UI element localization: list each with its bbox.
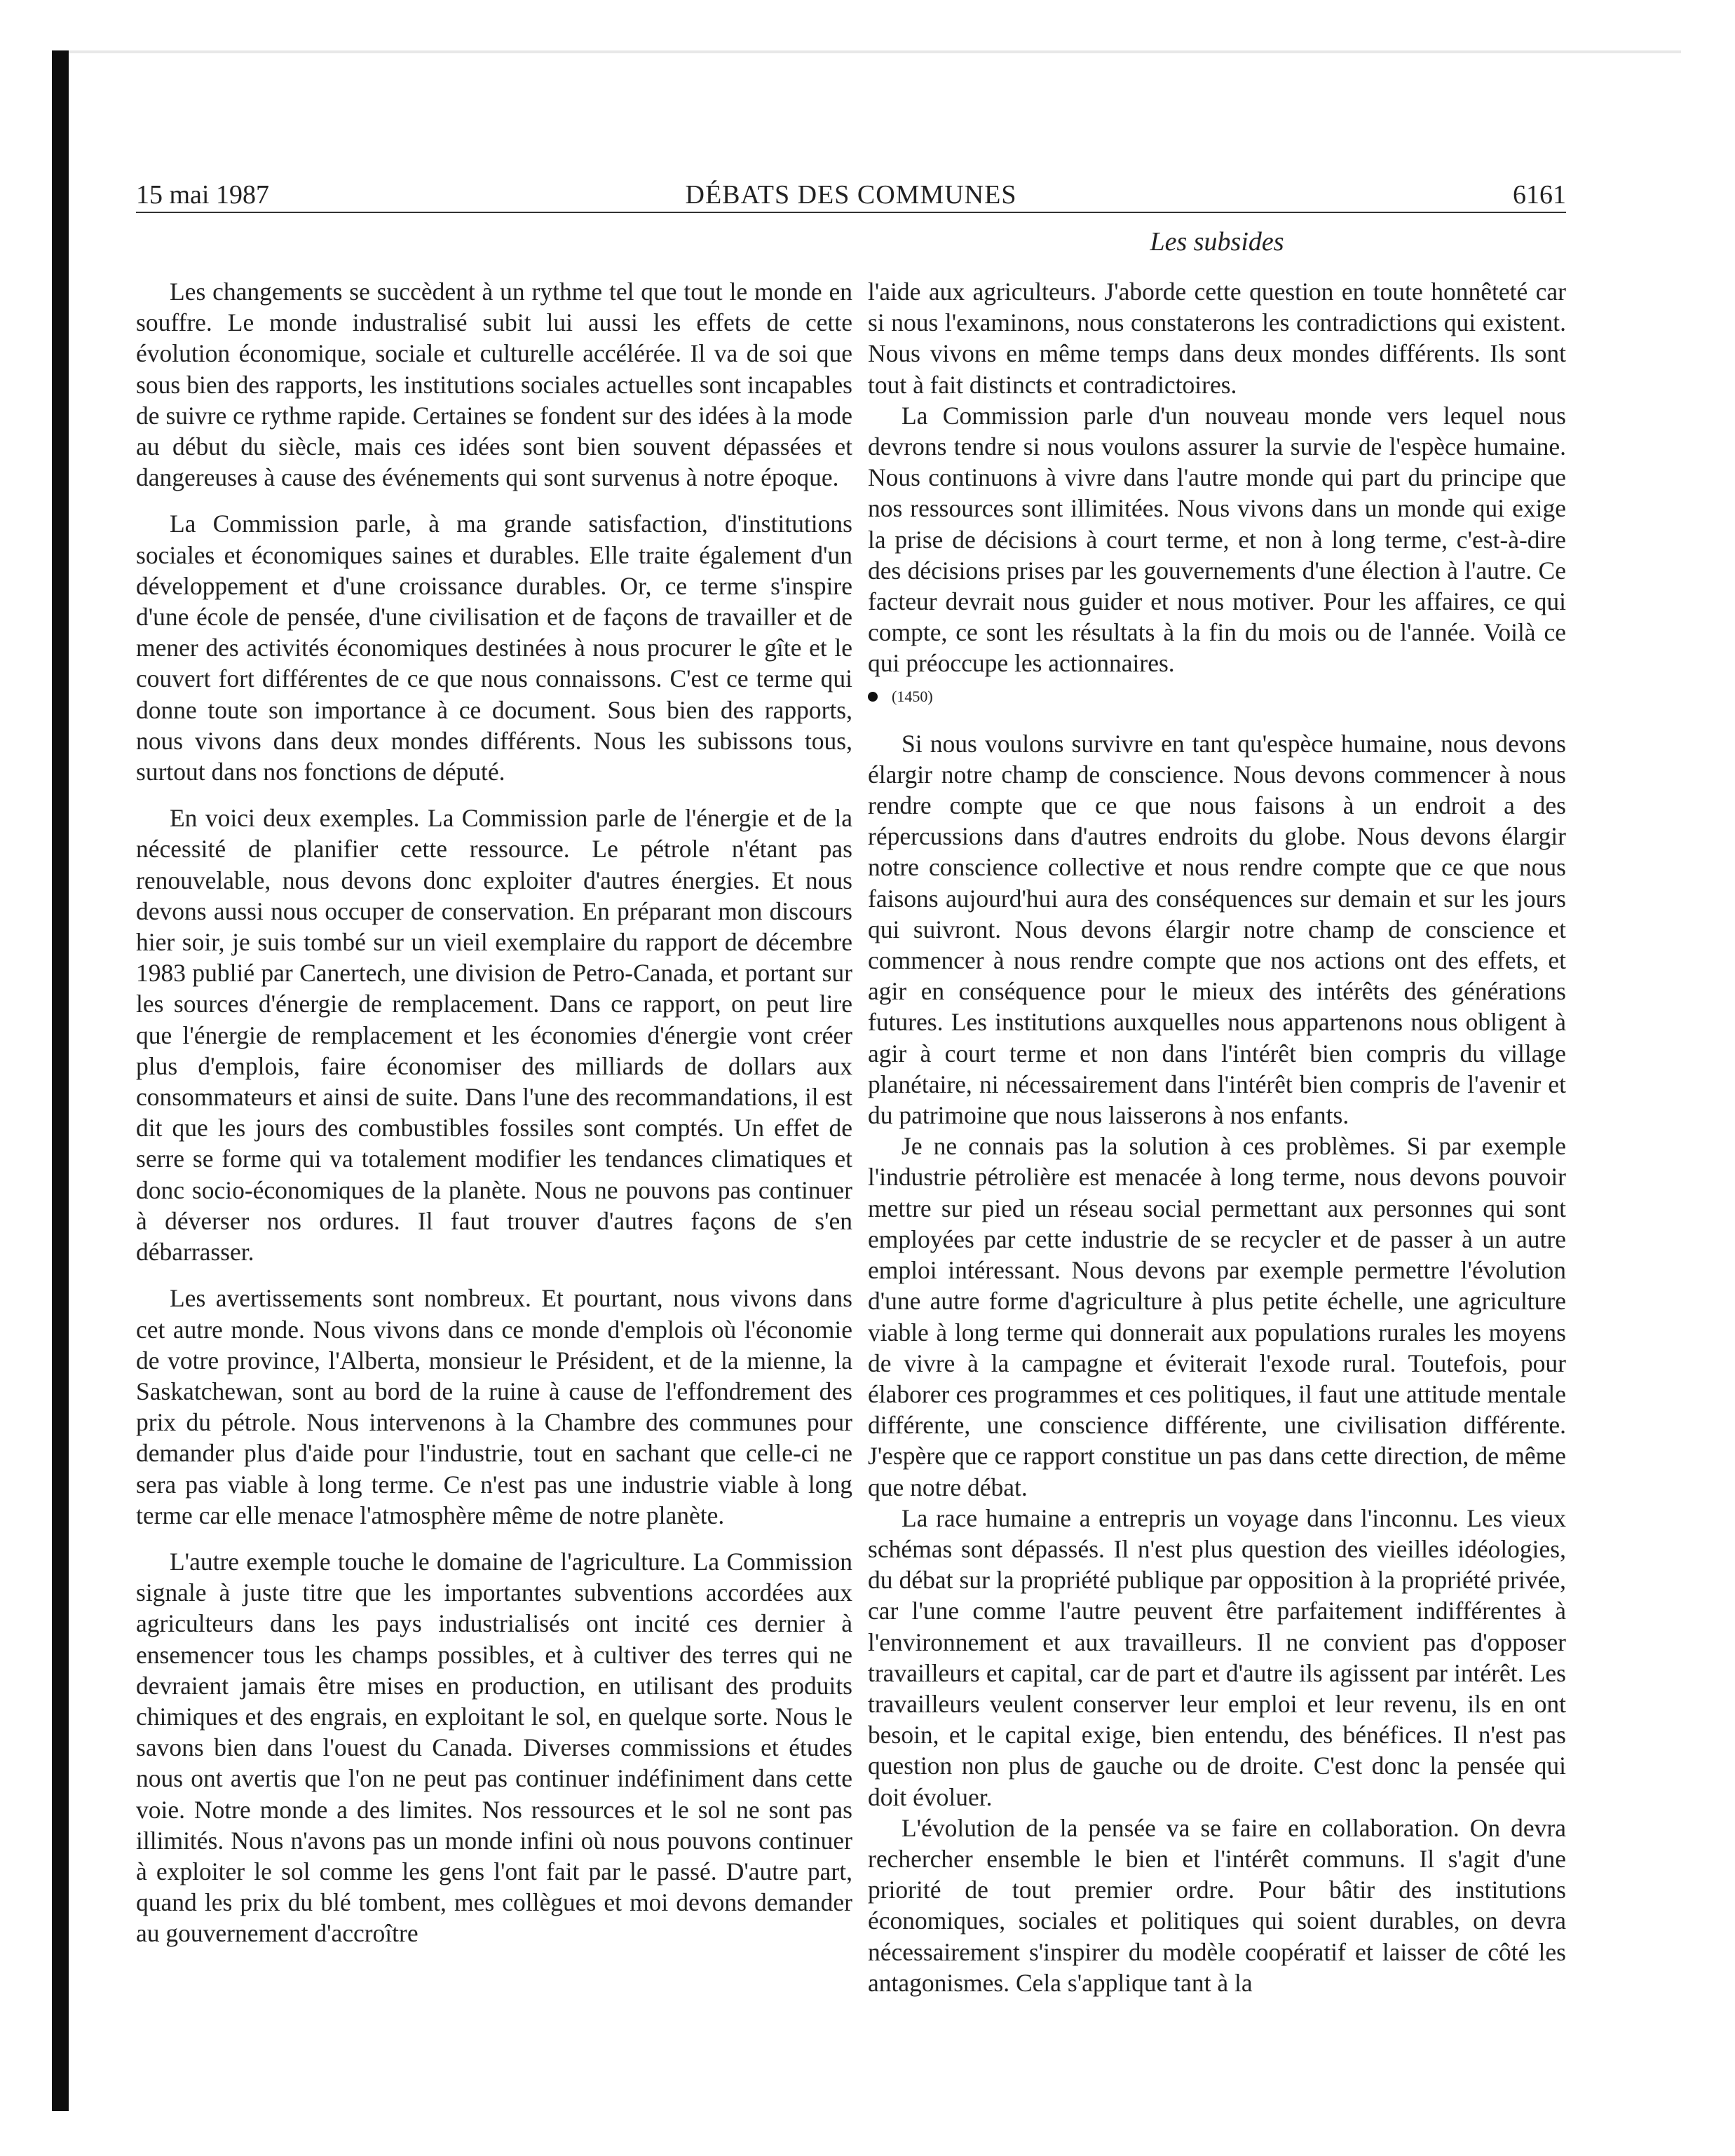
header-page-number: 6161 bbox=[1513, 180, 1566, 210]
time-marker bbox=[868, 685, 1566, 709]
time-marker-label: (1450) bbox=[892, 687, 933, 705]
paragraph: l'aide aux agriculteurs. J'aborde cette question en toute honnêteté car si nous l'examinons, nous constaterons les contradictions qui existent. Nous vivons en même temps dans deux mondes différents. Ils sont tout à fait distincts et contradictoires. bbox=[868, 278, 1566, 399]
bullet-dot-icon bbox=[868, 692, 878, 702]
paragraph: L'autre exemple touche le domaine de l'agriculture. La Commission signale à juste titre que les importantes subventions accordées aux agriculteurs dans les pays industrialisés ont incité ces dernier à ensemencer tous les champs possibles, et à cultiver des terres qui ne devraient jamais être mises en production, en utilisant des produits chimiques et des engrais, en exploitant le sol, en quelque sorte. Nous le savons bien dans l'ouest du Canada. Diverses commissions et études nous ont avertis que l'on ne peut pas continuer indéfiniment dans cette voie. Notre monde a des limites. Nos ressources et le sol ne sont pas illimités. Nous n'avons pas un monde infini où nous pouvons continuer à exploiter le sol comme les gens l'ont fait par le passé. D'autre part, quand les prix du blé tombent, mes collègues et moi devons demander au gouvernement d'accroître bbox=[136, 1547, 852, 1948]
paragraph: La Commission parle, à ma grande satisfaction, d'institutions sociales et économiques saines et durables. Elle traite également d'un développement et d'une croissance durables. Or, ce terme s'inspire d'une école de pensée, d'une civilisation et de façons de travailler et de mener des activités économiques destinées à nous procurer le gîte et le couvert fort différentes de ce que nous connaissons. C'est ce terme qui donne toute son importance à ce document. Sous bien des rapports, nous vivons dans deux mondes différents. Nous les subissons tous, surtout dans nos fonctions de député. bbox=[136, 510, 852, 786]
paragraph: Je ne connais pas la solution à ces problèmes. Si par exemple l'industrie pétrolière est menacée à long terme, nous devons pouvoir mettre sur pied un réseau social permettant aux personnes qui sont employées par cette industrie de se recycler et de passer à un autre emploi intéressant. Nous devons par exemple permettre l'évolution d'une autre forme d'agriculture à plus petite échelle, une agriculture viable à long terme qui donnerait aux populations rurales les moyens de vivre à la campagne et éviterait l'exode rural. Toutefois, pour élaborer ces programmes et ces politiques, il faut une attitude mentale différente, une conscience différente, une civilisation différente. J'espère que ce rapport constitue un pas dans cette direction, de même que notre débat. bbox=[868, 1132, 1566, 1501]
left-column bbox=[136, 276, 852, 1949]
header-date: 15 mai 1987 bbox=[136, 180, 269, 210]
paragraph: La Commission parle d'un nouveau monde vers lequel nous devrons tendre si nous voulons assurer la survie de l'espèce humaine. Nous continuons à vivre dans l'autre monde qui part du principe que nos ressources sont illimitées. Nous vivons dans un monde qui exige la prise de décisions à court terme, et non à long terme, c'est-à-dire des décisions prises par les gouvernements d'une élection à l'autre. Ce facteur devrait nous guider et nous motiver. Pour les affaires, ce qui compte, ce sont les résultats à la fin du mois ou de l'année. Voilà ce qui préoccupe les actionnaires. bbox=[868, 401, 1566, 678]
section-title: Les subsides bbox=[1150, 227, 1284, 257]
scan-top-edge bbox=[69, 50, 1681, 53]
header-title: DÉBATS DES COMMUNES bbox=[685, 180, 1017, 210]
paragraph: En voici deux exemples. La Commission parle de l'énergie et de la nécessité de planifier cette ressource. Le pétrole n'étant pas renouvelable, nous devons donc exploiter d'autres énergies. Et nous devons aussi nous occuper de conservation. En préparant mon discours hier soir, je suis tombé sur un vieil exemplaire du rapport de décembre 1983 publié par Canertech, une division de Petro-Canada, et portant sur les sources d'énergie de remplacement. Dans ce rapport, on peut lire que l'énergie de remplacement et les économies d'énergie vont créer plus d'emplois, faire économiser des milliards de dollars aux consommateurs et ainsi de suite. Dans l'une des recommandations, il est dit que les jours des combustibles fossiles sont comptés. Un effet de serre se forme qui va totalement modifier les tendances climatiques et donc socio-économiques de la planète. Nous ne pouvons pas continuer à déverser nos ordures. Il faut trouver d'autres façons de s'en débarrasser. bbox=[136, 804, 852, 1267]
paragraph: La race humaine a entrepris un voyage dans l'inconnu. Les vieux schémas sont dépassés. Il n'est plus question des vieilles idéologies, du débat sur la propriété publique par opposition à la propriété privée, car l'une comme l'autre peuvent être parfaitement indifférentes à l'environnement et aux travailleurs. Il ne convient pas d'opposer travailleurs et capital, car de part et d'autre ils agissent par intérêt. Les travailleurs veulent conserver leur emploi et leur revenu, ils en ont besoin, et le capital exige, bien entendu, des bénéfices. Il n'est pas question non plus de gauche ou de droite. C'est donc la pensée qui doit évoluer. bbox=[868, 1503, 1566, 1811]
paragraph: Les changements se succèdent à un rythme tel que tout le monde en souffre. Le monde industralisé subit lui aussi les effets de cette évolution économique, sociale et culturelle accélérée. Il va de soi que sous bien des rapports, les institutions sociales actuelles sont incapables de suivre ce rythme rapide. Certaines se fondent sur des idées à la mode au début du siècle, mais ces idées sont bien souvent dépassées et dangereuses à cause des événements qui sont survenus à notre époque. bbox=[136, 278, 852, 492]
page-header bbox=[136, 178, 1566, 213]
scan-edge-bar bbox=[52, 50, 69, 2111]
paragraph: Si nous voulons survivre en tant qu'espèce humaine, nous devons élargir notre champ de conscience. Nous devons commencer à nous rendre compte que ce que nous faisons à un endroit a des répercussions dans d'autres endroits du globe. Nous devons élargir notre conscience collective et nous rendre compte que ce que nous faisons aujourd'hui aura des conséquences sur demain et sur les jours qui suivront. Nous devons élargir notre champ de conscience et commencer à nous rendre compte que nos actions ont des effets, et agir en conséquence pour le mieux des intérêts des générations futures. Les institutions auxquelles nous appartenons nous obligent à agir à court terme et non dans l'intérêt bien compris du village planétaire, ni nécessairement dans l'intérêt bien compris de l'avenir et du patrimoine que nous laisserons à nos enfants. bbox=[868, 729, 1566, 1130]
paragraph: L'évolution de la pensée va se faire en collaboration. On devra rechercher ensemble le bien et l'intérêt communs. Il s'agit d'une priorité de tout premier ordre. Pour bâtir des institutions économiques, sociales et politiques qui soient durables, on devra nécessairement s'inspirer du modèle coopératif et laisser de côté les antagonismes. Cela s'applique tant à la bbox=[868, 1813, 1566, 1997]
right-column bbox=[868, 276, 1566, 1998]
paragraph: Les avertissements sont nombreux. Et pourtant, nous vivons dans cet autre monde. Nous vivons dans ce monde d'emplois où l'économie de votre province, l'Alberta, monsieur le Président, et de la mienne, la Saskatchewan, sont au bord de la ruine à cause de l'effondrement des prix du pétrole. Nous intervenons à la Chambre des communes pour demander plus d'aide pour l'industrie, tout en sachant que celle-ci ne sera pas viable à long terme. Ce n'est pas une industrie viable à long terme car elle menace l'atmosphère même de notre planète. bbox=[136, 1284, 852, 1529]
